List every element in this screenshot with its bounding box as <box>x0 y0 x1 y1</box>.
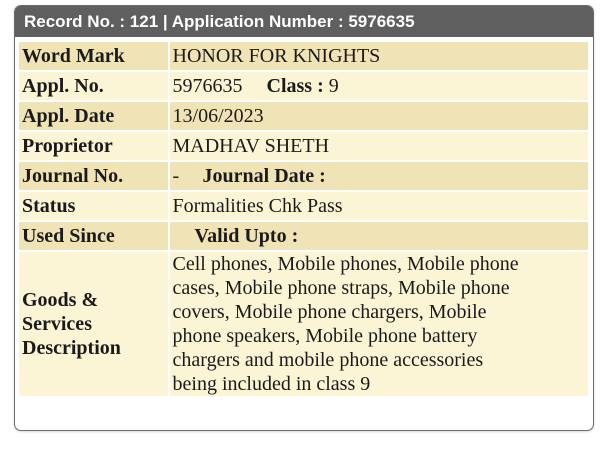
appl-date-value: 13/06/2023 <box>170 102 588 130</box>
goods-services-label <box>19 252 168 396</box>
used-since-label: Used Since <box>19 222 168 250</box>
appl-no-label: Appl. No. <box>19 72 168 100</box>
goods-label-line: Description <box>22 337 121 359</box>
class-value: 9 <box>328 75 339 97</box>
journal-date-label: Journal Date : <box>202 165 326 187</box>
goods-line: phone speakers, Mobile phone battery <box>172 325 478 347</box>
appl-no-cell <box>170 72 588 100</box>
record-card <box>14 5 594 431</box>
used-since-cell <box>170 222 588 250</box>
status-label: Status <box>19 192 168 220</box>
row-journal-no <box>19 162 588 190</box>
record-table <box>17 40 590 398</box>
journal-no-label: Journal No. <box>19 162 168 190</box>
goods-line: cases, Mobile phone straps, Mobile phone <box>172 277 510 299</box>
journal-no-value: - <box>172 165 180 187</box>
appl-date-label: Appl. Date <box>19 102 168 130</box>
record-header: Record No. : 121 | Application Number : 5976635 <box>15 6 593 37</box>
proprietor-label: Proprietor <box>19 132 168 160</box>
class-label: Class : <box>266 75 324 97</box>
journal-no-cell <box>170 162 588 190</box>
row-appl-date <box>19 102 588 130</box>
word-mark-label: Word Mark <box>19 42 168 70</box>
word-mark-value: HONOR FOR KNIGHTS <box>170 42 588 70</box>
status-value: Formalities Chk Pass <box>170 192 588 220</box>
row-goods-services <box>19 252 588 396</box>
row-proprietor <box>19 132 588 160</box>
goods-label-line: Goods & <box>22 289 99 311</box>
row-used-since <box>19 222 588 250</box>
proprietor-value: MADHAV SHETH <box>170 132 588 160</box>
goods-line: chargers and mobile phone accessories <box>172 349 484 371</box>
goods-label-line: Services <box>22 313 92 335</box>
goods-line: Cell phones, Mobile phones, Mobile phone <box>172 253 519 275</box>
row-appl-no <box>19 72 588 100</box>
row-word-mark <box>19 42 588 70</box>
valid-upto-label: Valid Upto : <box>194 225 299 247</box>
goods-services-description <box>170 252 588 396</box>
appl-no-value: 5976635 <box>172 75 243 97</box>
goods-line: being included in class 9 <box>172 373 371 395</box>
goods-line: covers, Mobile phone chargers, Mobile <box>172 301 487 323</box>
row-status <box>19 192 588 220</box>
